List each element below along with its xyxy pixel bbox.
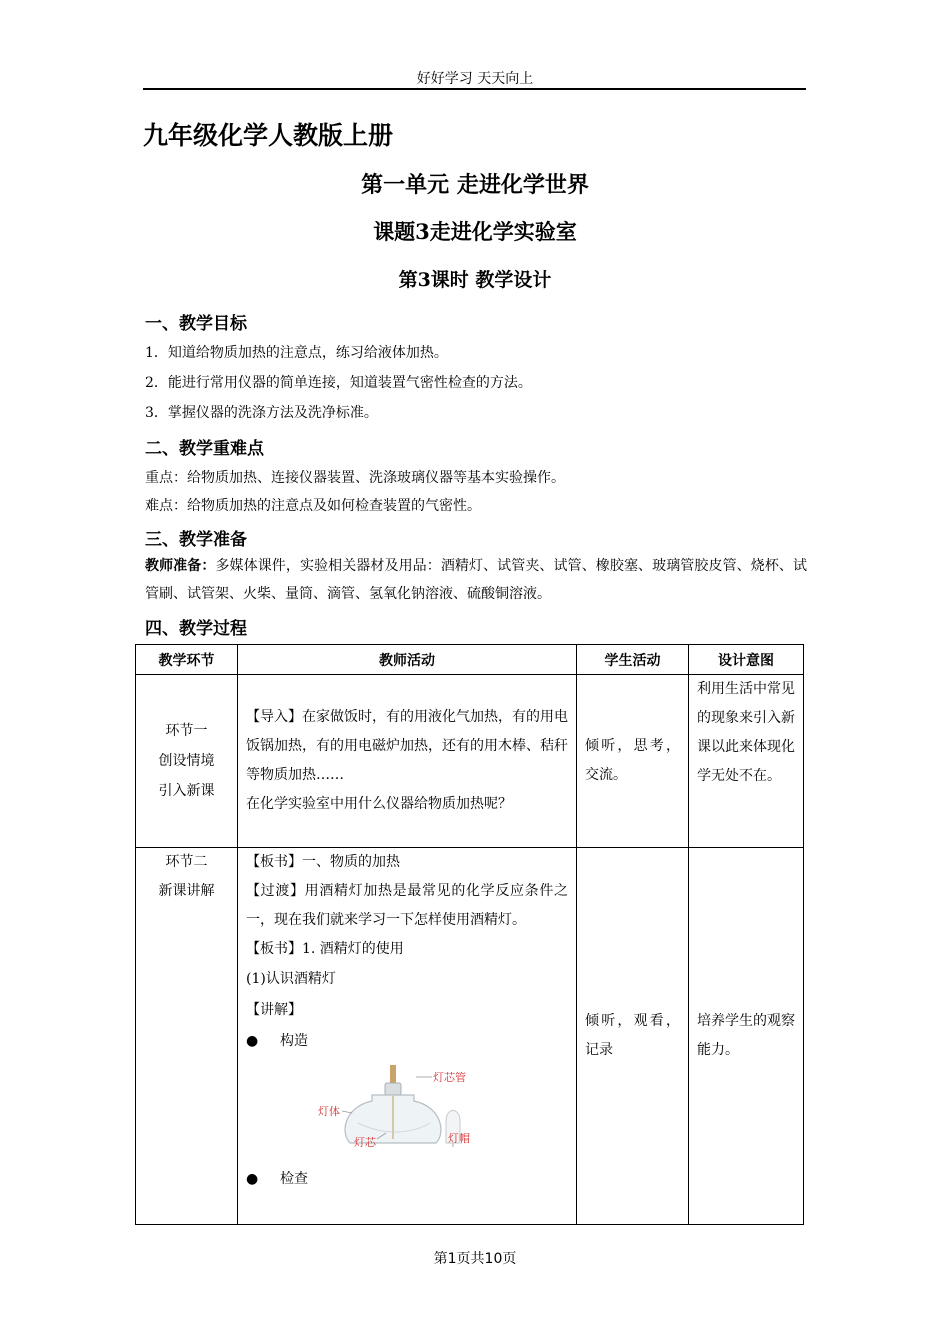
student-cell: 倾听，思考，交流。: [577, 675, 689, 848]
label-cap: 灯帽: [448, 1132, 470, 1145]
goal-item: 3．掌握仪器的洗涤方法及洗净标准。: [145, 405, 378, 421]
label-wick-tube: 灯芯管: [433, 1071, 466, 1084]
explain-note: 【讲解】: [246, 1002, 302, 1018]
intent-cell: 利用生活中常见的现象来引入新课以此来体现化学无处不在。: [689, 675, 804, 848]
goal-item: 1．知道给物质加热的注意点，练习给液体加热。: [145, 345, 448, 361]
header-cell: 设计意图: [689, 645, 804, 675]
bullet-item: [246, 1164, 568, 1195]
board-note: 【板书】1. 酒精灯的使用: [246, 941, 404, 957]
student-cell: 倾听，观看，记录: [577, 848, 689, 1225]
page-header: 好好学习 天天向上: [416, 71, 534, 87]
bullet-text: 构造: [280, 1033, 308, 1049]
book-title: 九年级化学人教版上册: [143, 121, 394, 150]
header-rule: [143, 88, 806, 90]
segment-line: 新课讲解: [158, 883, 215, 899]
label-line: [342, 1111, 352, 1113]
preparation-heading: 三、教学准备: [145, 530, 247, 550]
segment-cell: [136, 848, 238, 1225]
board-note: 【板书】一、物质的加热: [246, 854, 400, 870]
lamp-wick-tube: [385, 1083, 401, 1095]
header-cell: 教师活动: [238, 645, 577, 675]
intent-cell: 培养学生的观察能力。: [689, 848, 804, 1225]
process-heading: 四、教学过程: [145, 619, 247, 639]
teacher-cell: [238, 675, 577, 848]
page-footer: 第1页共10页: [433, 1251, 517, 1267]
bullet-text: 检查: [280, 1171, 308, 1187]
header-cell: 教学环节: [136, 645, 238, 675]
preparation-label: 教师准备：: [145, 558, 216, 574]
segment-line: 引入新课: [158, 783, 215, 799]
goals-heading: 一、教学目标: [145, 314, 247, 334]
key-point: 重点：给物质加热、连接仪器装置、洗涤玻璃仪器等基本实验操作。: [145, 470, 565, 486]
unit-title: 第一单元 走进化学世界: [361, 173, 589, 198]
process-table: [135, 644, 804, 1225]
header-cell: 学生活动: [577, 645, 689, 675]
bullet-item: [246, 1026, 568, 1057]
intro-text: 在家做饭时，有的用液化气加热，有的用电饭锅加热，有的用电磁炉加热，还有的用木棒、秸秆等物质加热……: [246, 709, 568, 783]
bullet-dot: ●: [246, 1171, 259, 1187]
intro-question: 在化学实验室中用什么仪器给物质加热呢？: [246, 796, 512, 812]
preparation-text: 多媒体课件，实验相关器材及用品：酒精灯、试管夹、试管、橡胶塞、玻璃管胶皮管、烧杯、试管刷、试管架、火柴、量筒、滴管、氢氧化钠溶液、硫酸铜溶液。: [145, 558, 808, 602]
intro-tag: 【导入】: [246, 709, 302, 725]
table-row: [136, 675, 804, 848]
segment-line: 环节一: [165, 723, 208, 739]
goal-item: 2．能进行常用仪器的简单连接，知道装置气密性检查的方法。: [145, 375, 532, 391]
teacher-cell: [238, 848, 577, 1225]
difficult-point: 难点：给物质加热的注意点及如何检查装置的气密性。: [145, 498, 481, 514]
sub-heading: (1)认识酒精灯: [246, 971, 336, 987]
key-points-heading: 二、教学重难点: [145, 439, 264, 459]
segment-cell: [136, 675, 238, 848]
alcohol-lamp-figure: [318, 1063, 482, 1158]
bullet-dot: ●: [246, 1033, 259, 1049]
lesson-title: 课题3走进化学实验室: [373, 219, 577, 244]
segment-line: 环节二: [165, 854, 208, 870]
period-title: 第3课时 教学设计: [398, 269, 552, 291]
preparation-paragraph: [145, 552, 807, 608]
label-lamp-body: 灯体: [318, 1105, 340, 1118]
table-row: [136, 848, 804, 1225]
transition-note: 【过渡】用酒精灯加热是最常见的化学反应条件之一，现在我们就来学习一下怎样使用酒精灯。: [246, 883, 568, 928]
table-header-row: [136, 645, 804, 675]
segment-line: 创设情境: [158, 753, 215, 769]
label-wick: 灯芯: [354, 1136, 376, 1149]
